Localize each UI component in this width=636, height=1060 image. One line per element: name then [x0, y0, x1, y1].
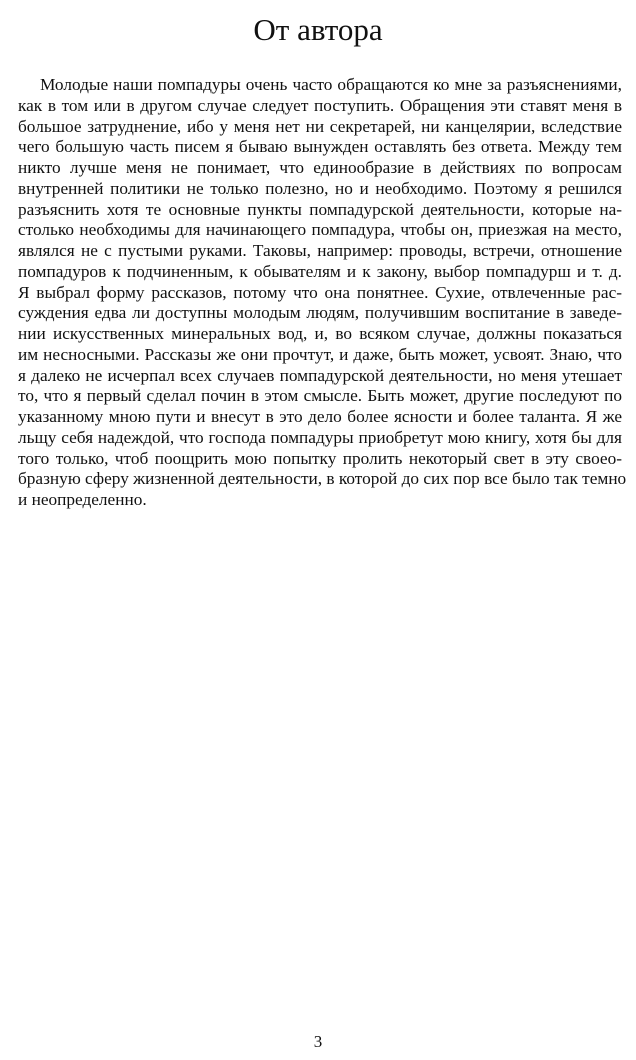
text-line: разъяснить хотя те основные пункты помпадурской деятельности, которые на-: [18, 199, 622, 219]
text-line: им несносными. Рассказы же они прочтут, и даже, быть может, усвоят. Знаю, что: [18, 344, 622, 364]
text-line: Я выбрал форму рассказов, потому что она понятнее. Сухие, отвлеченные рас-: [18, 282, 622, 302]
text-line: помпадуров к подчиненным, к обывателям и к закону, выбор помпадурш и т. д.: [18, 261, 622, 281]
page-title: От автора: [253, 12, 383, 47]
text-line: указанному мною пути и внесут в это дело более ясности и более таланта. Я же: [18, 407, 622, 426]
text-line: внутренней политики не только полезно, но и необходимо. Поэтому я решился: [18, 178, 622, 198]
text-line: являлся не с пустыми руками. Таковы, например: проводы, встречи, отношение: [18, 241, 622, 260]
text-line: как в том или в другом случае следует поступить. Обращения эти ставят меня в: [18, 95, 622, 115]
body-paragraph: [18, 75, 627, 511]
text-line: никто лучше меня не понимает, что единообразие в действиях по вопросам: [18, 158, 622, 177]
text-line: большое затруднение, ибо у меня нет ни секретарей, ни канцелярии, вследствие: [18, 116, 622, 136]
text-line: суждения едва ли доступны молодым людям, получившим воспитание в заведе-: [18, 303, 622, 323]
text-line: то, что я первый сделал почин в этом смысле. Быть может, другие последуют по: [18, 386, 622, 406]
text-line: я далеко не исчерпал всех случаев помпадурской деятельности, но меня утешает: [18, 365, 622, 385]
text-line: того только, чтоб поощрить мою попытку пролить некоторый свет в эту своео-: [18, 448, 622, 468]
text-line: столько необходимы для начинающего помпадура, чтобы он, приезжая на место,: [18, 220, 622, 240]
text-line: бразную сферу жизненной деятельности, в которой до сих пор все было так темно: [18, 469, 627, 489]
text-line: льщу себя надеждой, что господа помпадуры приобретут мою книгу, хотя бы для: [18, 427, 622, 447]
text-line: Молодые наши помпадуры очень часто обращаются ко мне за разъяснениями,: [40, 75, 622, 94]
text-line: нии искусственных минеральных вод, и, во всяком случае, должны показаться: [18, 324, 622, 343]
text-line: чего большую часть писем я бываю вынужден оставлять без ответа. Между тем: [18, 137, 622, 157]
text-line: и неопределенно.: [18, 490, 147, 509]
page-number: 3: [313, 1032, 323, 1051]
